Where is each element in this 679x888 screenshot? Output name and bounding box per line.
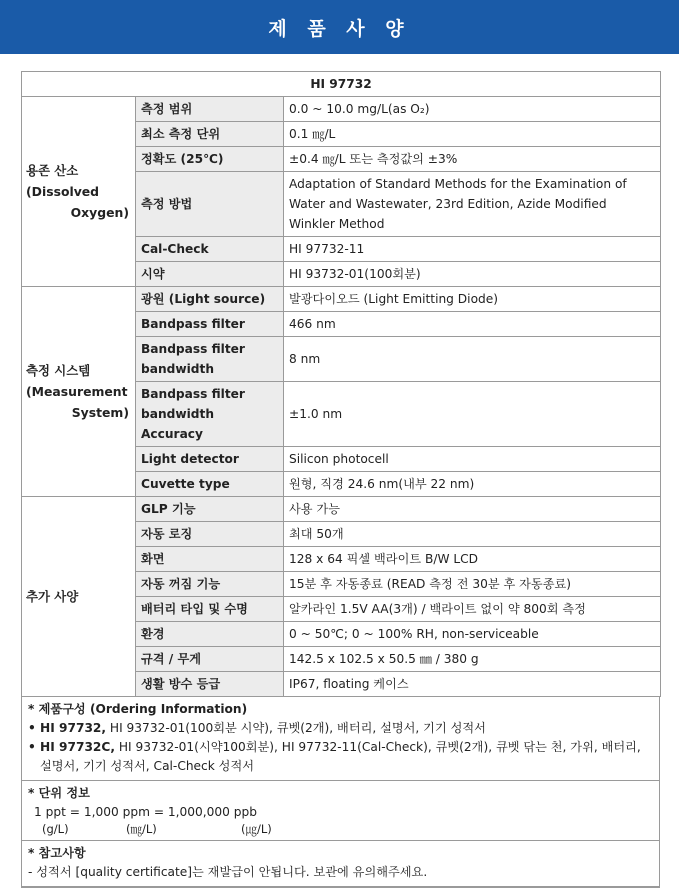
spec-label: Cuvette type (136, 472, 284, 497)
spec-value: 0.1 ㎎/L (284, 122, 661, 147)
ordering-item-1 (28, 719, 653, 738)
spec-value: 원형, 직경 24.6 nm(내부 22 nm) (284, 472, 661, 497)
spec-value: 128 x 64 픽셀 백라이트 B/W LCD (284, 547, 661, 572)
model-name: HI 97732 (22, 72, 661, 97)
spec-value: ±0.4 ㎎/L 또는 측정값의 ±3% (284, 147, 661, 172)
section-name-line: 추가 사양 (26, 589, 79, 604)
spec-value: HI 93732-01(100회분) (284, 262, 661, 287)
ordering-heading: * 제품구성 (Ordering Information) (28, 702, 248, 716)
spec-label: 규격 / 무게 (136, 647, 284, 672)
spec-label: 시약 (136, 262, 284, 287)
spec-value: 142.5 x 102.5 x 50.5 ㎜ / 380 g (284, 647, 661, 672)
section-name-line: Oxygen) (70, 205, 129, 220)
title-banner (0, 0, 679, 54)
spec-label: 정확도 (25℃) (136, 147, 284, 172)
spec-value: 0.0 ~ 10.0 mg/L(as O₂) (284, 97, 661, 122)
ordering-item-2-text: HI 93732-01(시약100회분), HI 97732-11(Cal-Check), 큐벳(2개), 큐벳 닦는 천, 가위, 배터리, (115, 740, 641, 754)
ordering-info (22, 697, 659, 781)
spec-value: 최대 50개 (284, 522, 661, 547)
spec-value: 0 ~ 50℃; 0 ~ 100% RH, non-serviceable (284, 622, 661, 647)
unit-labels (28, 822, 653, 836)
section-name-line: (Dissolved (26, 184, 100, 199)
section-name-line: 용존 산소 (26, 163, 79, 178)
section-name-line: System) (71, 405, 129, 420)
spec-label: 광원 (Light source) (136, 287, 284, 312)
notes-box (21, 697, 660, 888)
unit-mg-per-l: (㎎/L) (126, 822, 157, 836)
unit-ug-per-l: (㎍/L) (241, 822, 272, 836)
ordering-item-2-cont: 설명서, 기기 성적서, Cal-Check 성적서 (40, 759, 255, 773)
spec-value: 알카라인 1.5V AA(3개) / 백라이트 없이 약 800회 측정 (284, 597, 661, 622)
spec-value: 발광다이오드 (Light Emitting Diode) (284, 287, 661, 312)
spec-value: Adaptation of Standard Methods for the Examination of Water and Wastewater, 23rd Edition, Azide Modified Winkler Method (284, 172, 661, 237)
spec-value: ±1.0 nm (284, 382, 661, 447)
ordering-item-1-model: • HI 97732, (28, 721, 107, 735)
spec-label: 배터리 타입 및 수명 (136, 597, 284, 622)
unit-info (22, 781, 659, 841)
spec-label: 환경 (136, 622, 284, 647)
unit-g-per-l: (g/L) (42, 822, 69, 836)
spec-label: 화면 (136, 547, 284, 572)
spec-value: 8 nm (284, 337, 661, 382)
spec-value: IP67, floating 케이스 (284, 672, 661, 697)
unit-heading: * 단위 정보 (28, 786, 90, 800)
spec-label: 생활 방수 등급 (136, 672, 284, 697)
spec-sheet (21, 71, 660, 888)
spec-label: Bandpass filter (136, 312, 284, 337)
spec-row (22, 287, 661, 312)
spec-label: Bandpass filter bandwidth Accuracy (136, 382, 284, 447)
unit-line: 1 ppt = 1,000 ppm = 1,000,000 ppb (34, 805, 258, 819)
spec-label: Cal-Check (136, 237, 284, 262)
section-name-line: 측정 시스템 (26, 363, 91, 378)
section-name (22, 497, 136, 697)
spec-label: GLP 기능 (136, 497, 284, 522)
spec-value: 사용 가능 (284, 497, 661, 522)
model-row (22, 72, 661, 97)
spec-value: HI 97732-11 (284, 237, 661, 262)
section-name (22, 97, 136, 287)
spec-label: 측정 범위 (136, 97, 284, 122)
reference-heading: * 참고사항 (28, 846, 86, 860)
ordering-item-2-model: • HI 97732C, (28, 740, 115, 754)
section-name (22, 287, 136, 497)
ordering-item-2 (28, 738, 653, 757)
spec-label: 측정 방법 (136, 172, 284, 237)
spec-value: 15분 후 자동종료 (READ 측정 전 30분 후 자동종료) (284, 572, 661, 597)
section-name-line: (Measurement (26, 384, 128, 399)
spec-value: 466 nm (284, 312, 661, 337)
page-title: 제 품 사 양 (268, 17, 411, 40)
spec-value: Silicon photocell (284, 447, 661, 472)
spec-label: 최소 측정 단위 (136, 122, 284, 147)
spec-table (21, 71, 661, 697)
spec-label: 자동 꺼짐 기능 (136, 572, 284, 597)
spec-label: Light detector (136, 447, 284, 472)
spec-row (22, 97, 661, 122)
reference-text: - 성적서 [quality certificate]는 재발급이 안됩니다. 보관에 유의해주세요. (28, 865, 428, 879)
spec-label: 자동 로징 (136, 522, 284, 547)
spec-row (22, 497, 661, 522)
spec-label: Bandpass filter bandwidth (136, 337, 284, 382)
ordering-item-1-text: HI 93732-01(100회분 시약), 큐벳(2개), 배터리, 설명서, 기기 성적서 (106, 721, 486, 735)
reference-info (22, 841, 659, 887)
